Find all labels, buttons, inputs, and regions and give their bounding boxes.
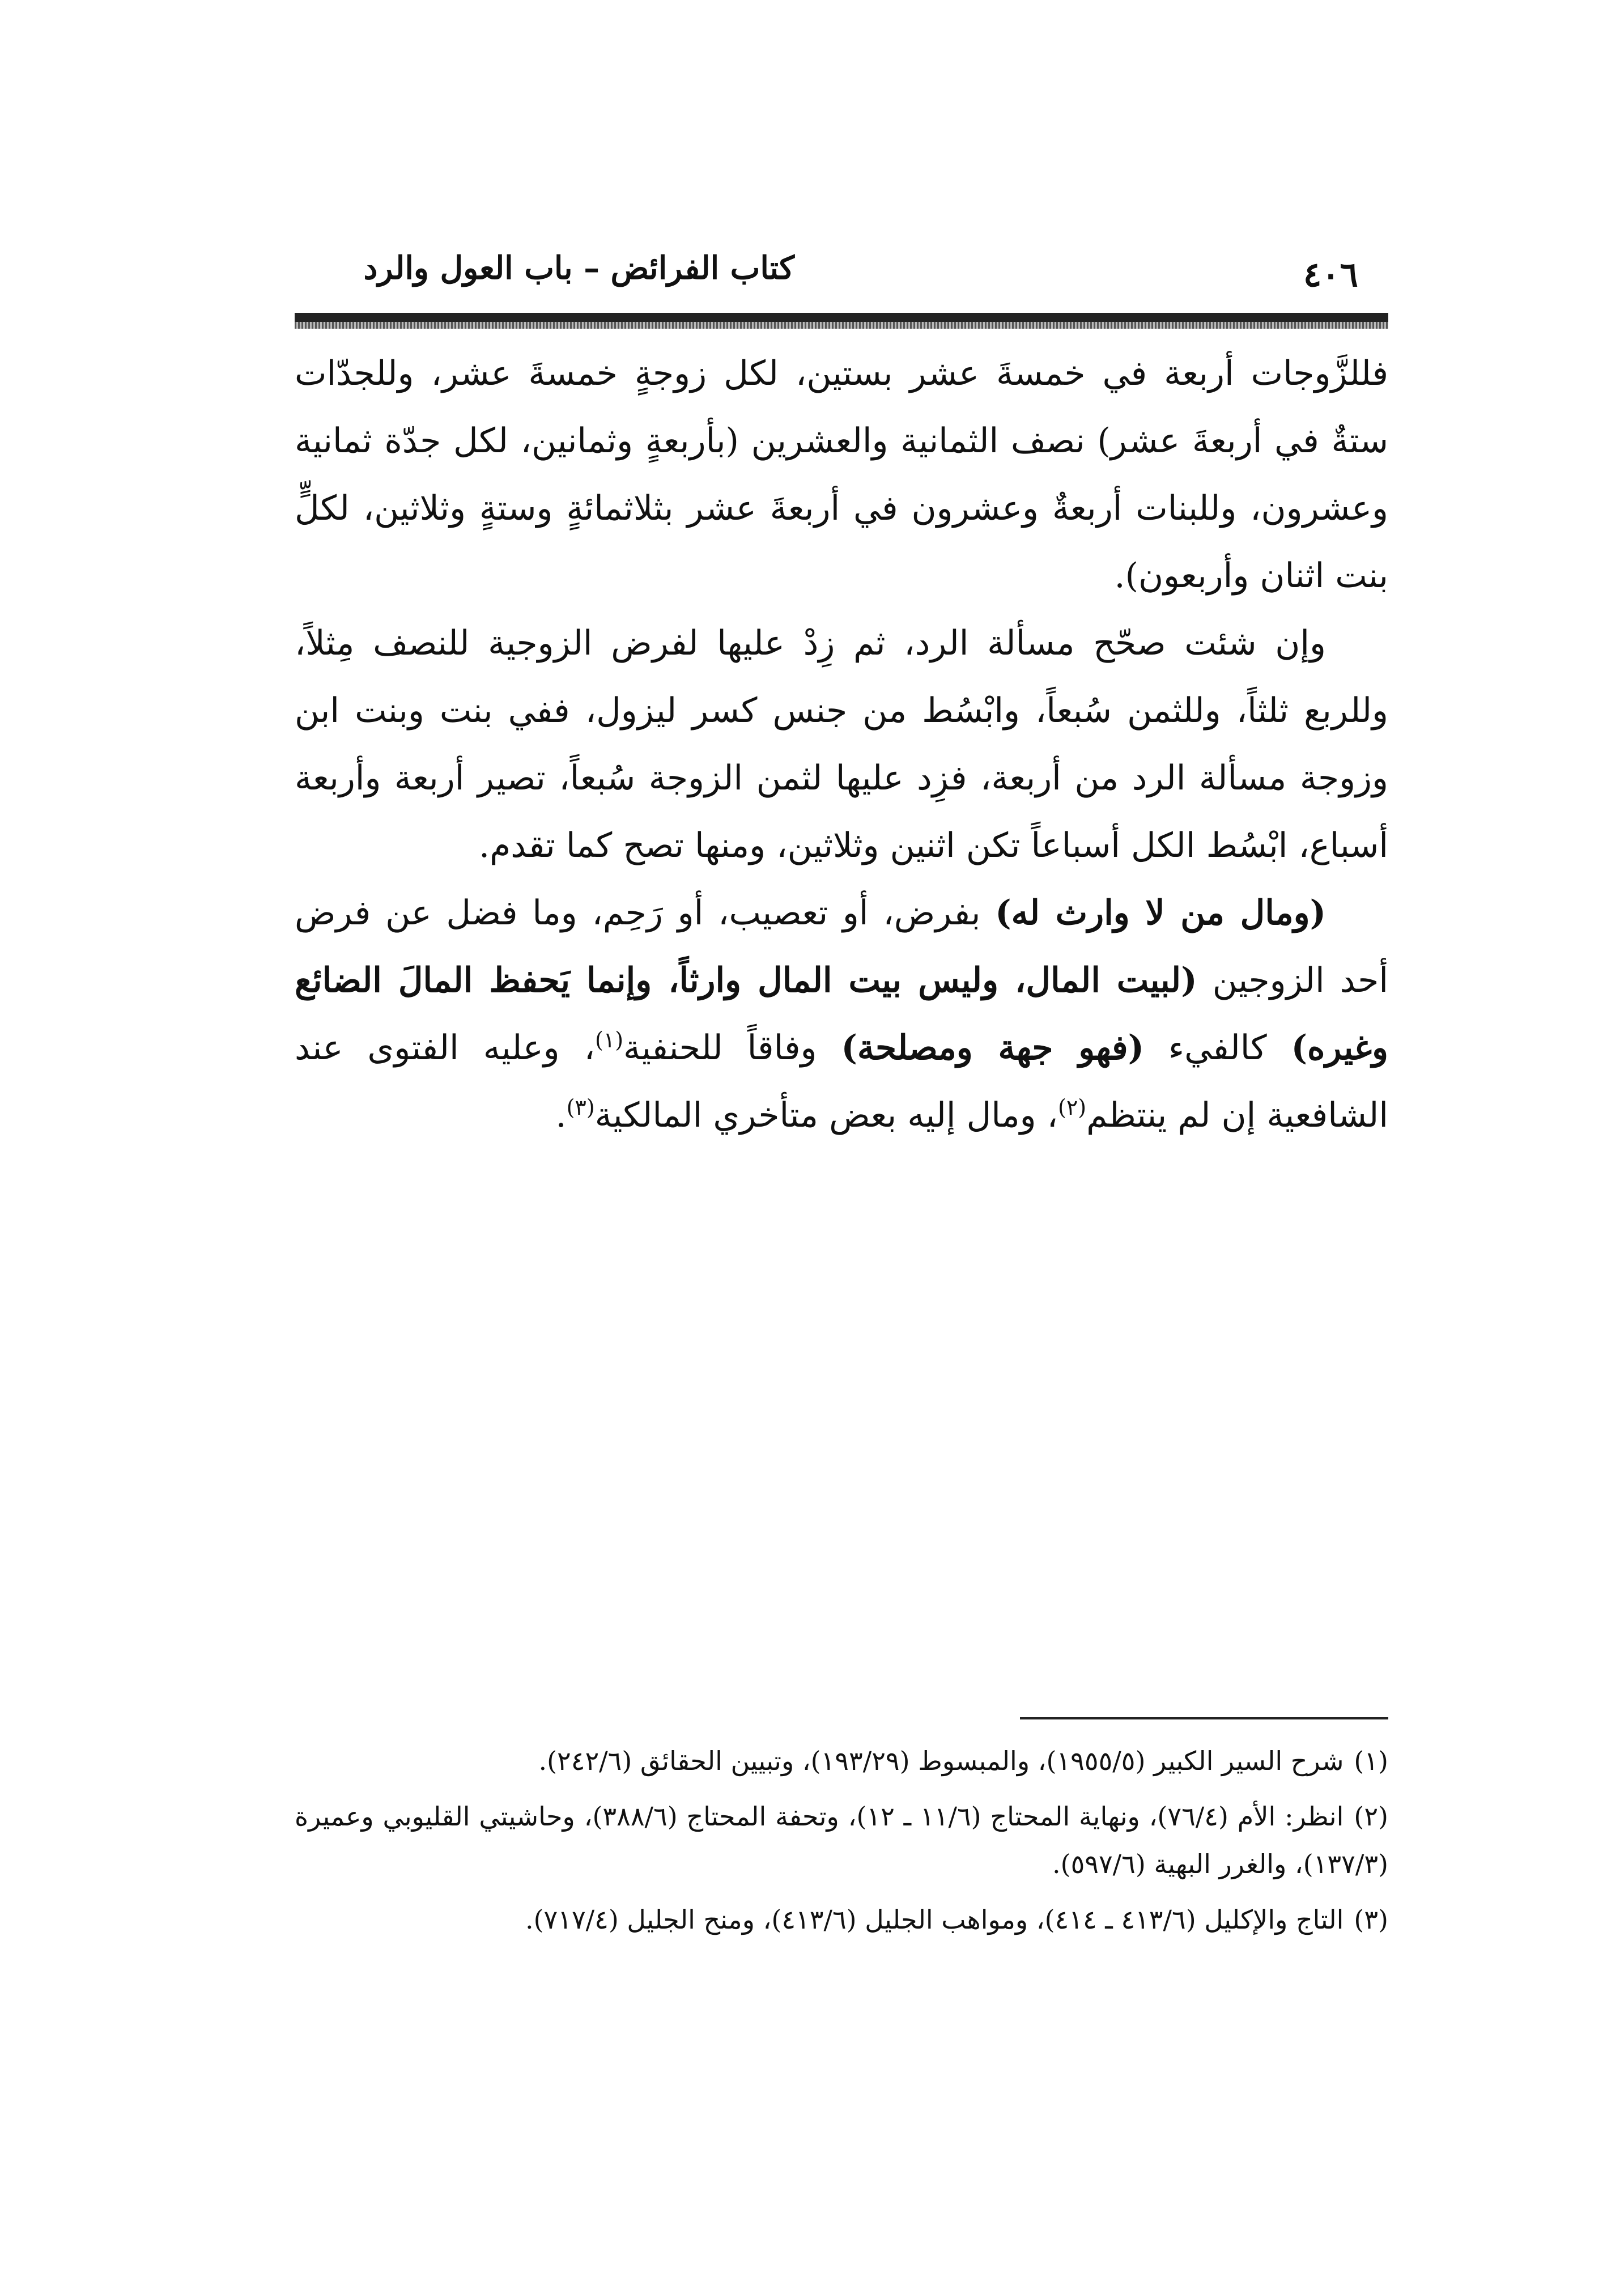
sharh-text: وفاقاً للحنفية — [623, 1028, 841, 1068]
sharh-text: بفرض، أو تعصيب، أو رَحِم، وما فضل عن فرض أحد الزوجين — [295, 893, 1388, 1000]
footnote-number: (٢) — [1354, 1801, 1388, 1832]
main-text — [295, 340, 1388, 1149]
footnote-text: انظر: الأم (٧٦/٤)، ونهاية المحتاج (١١/٦ ـ ١٢)، وتحفة المحتاج (٣٨٨/٦)، وحاشيتي القليوبي وعميرة (١٣٧/٣)، والغرر البهية (٥٩٧/٦). — [295, 1801, 1388, 1879]
footnote-text: شرح السير الكبير (١٩٥٥/٥)، والمبسوط (١٩٣/٢٩)، وتبيين الحقائق (٢٤٢/٦). — [538, 1746, 1344, 1776]
paragraph-1: فللزَّوجات أربعة في خمسةَ عشر بستين، لكل زوجةٍ خمسةَ عشر، وللجدّات ستةٌ في أربعةَ عشر) نصف الثمانية والعشرين (بأربعةٍ وثمانين، لكل جدّة ثمانية وعشرون، وللبنات أربعةٌ وعشرون في أربعةَ عشر بثلاثمائةٍ وستةٍ وثلاثين، لكلٍّ بنت اثنان وأربعون). — [295, 354, 1388, 596]
paragraph-2: وإن شئت صحّح مسألة الرد، ثم زِدْ عليها لفرض الزوجية للنصف مِثلاً، وللربع ثلثاً، وللثمن سُبعاً، وابْسُط من جنس كسر ليزول، ففي بنت وبنت ابن وزوجة مسألة الرد من أربعة، فزِد عليها لثمن الزوجة سُبعاً، تصير أربعة وأربعة أسباع، ابْسُط الكل أسباعاً تكن اثنين وثلاثين، ومنها تصح كما تقدم. — [295, 623, 1388, 865]
paragraph-3 — [295, 880, 1388, 1149]
footnote-1 — [295, 1737, 1388, 1785]
sharh-text: ، ومال إليه بعض متأخري المالكية — [594, 1095, 1058, 1135]
header-rule — [295, 313, 1388, 322]
matn-phrase: (لبيت المال، وليس بيت المال وارثاً، وإنما يَحفظ المالَ الضائع وغيره) — [295, 961, 1388, 1068]
footnote-3 — [295, 1896, 1388, 1943]
page-number: ٤٠٦ — [1303, 255, 1358, 295]
running-header-title: كتاب الفرائض – باب العول والرد — [363, 249, 794, 287]
footnote-2 — [295, 1793, 1388, 1888]
footnote-number: (١) — [1354, 1746, 1388, 1776]
footnotes — [295, 1737, 1388, 1951]
footnote-ref-2[interactable]: (٢) — [1058, 1095, 1087, 1120]
footnote-text: التاج والإكليل (٤١٣/٦ ـ ٤١٤)، ومواهب الجليل (٤١٣/٦)، ومنح الجليل (٧١٧/٤). — [525, 1904, 1344, 1935]
footnote-number: (٣) — [1354, 1904, 1388, 1935]
header-rule-hatched — [295, 322, 1388, 329]
sharh-text: كالفيء — [1143, 1028, 1291, 1068]
sharh-text: ، وعليه الفتوى عند الشافعية إن لم ينتظم — [295, 1028, 1388, 1135]
sharh-text: . — [555, 1095, 567, 1135]
footnote-separator — [1020, 1717, 1388, 1719]
matn-phrase: (ومال من لا وارث له) — [995, 893, 1326, 933]
footnote-ref-1[interactable]: (١) — [594, 1027, 624, 1052]
footnote-ref-3[interactable]: (٣) — [566, 1095, 595, 1120]
matn-phrase: (فهو جهة ومصلحة) — [841, 1028, 1144, 1068]
